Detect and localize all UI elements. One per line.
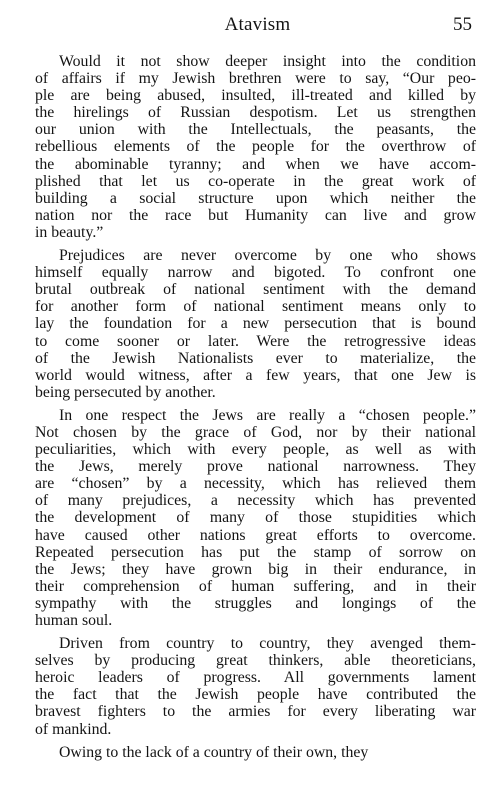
text-line: of many prejudices, a necessity which has prevented — [35, 492, 476, 510]
paragraph — [35, 247, 476, 401]
text-line: selves by producing great thinkers, able theoreticians, — [35, 652, 476, 670]
text-line: world would witness, after a few years, that one Jew is — [35, 366, 476, 384]
text-line: bravest fighters to the armies for every liberating war — [35, 703, 476, 721]
text-line: rebellious elements of the people for the overthrow of — [35, 138, 476, 156]
text-line: Repeated persecution has put the stamp of sorrow on — [35, 543, 476, 561]
text-line: the Jews, merely prove national narrowness. They — [35, 458, 476, 476]
text-line: ple are being abused, insulted, ill-treated and killed by — [35, 87, 476, 105]
paragraph — [35, 53, 476, 241]
text-line: in beauty.” — [35, 223, 104, 241]
text-line: our union with the Intellectuals, the peasants, the — [35, 121, 476, 139]
running-header — [35, 14, 480, 38]
text-line: Driven from country to country, they avenged them- — [59, 635, 476, 653]
text-line: brutal outbreak of national sentiment with the demand — [35, 281, 476, 299]
text-line: their comprehension of human suffering, and in their — [35, 577, 476, 595]
text-line: heroic leaders of progress. All governments lament — [35, 669, 476, 687]
text-line: being persecuted by another. — [35, 383, 216, 401]
text-line: Prejudices are never overcome by one who shows — [59, 247, 476, 265]
text-line: to come sooner or later. Were the retrogressive ideas — [35, 332, 476, 350]
text-line: plished that let us co-operate in the great work of — [35, 172, 476, 190]
paragraph — [35, 744, 476, 761]
text-line: Would it not show deeper insight into the condition — [59, 53, 476, 70]
text-line: sympathy with the struggles and longings of the — [35, 594, 476, 612]
text-line: of affairs if my Jewish brethren were to say, “Our peo- — [35, 70, 476, 88]
paragraph — [35, 407, 476, 629]
paragraph — [35, 635, 476, 738]
text-line: In one respect the Jews are really a “chosen people.” — [59, 406, 476, 424]
body-text — [35, 53, 476, 767]
page-number: 55 — [453, 14, 472, 35]
text-line: the abominable tyranny; and when we have accom- — [35, 155, 476, 173]
text-line: are “chosen” by a necessity, which has relieved them — [35, 475, 476, 493]
text-line: of mankind. — [35, 720, 112, 738]
text-line: Not chosen by the grace of God, nor by their national — [35, 423, 476, 441]
text-line: nation nor the race but Humanity can live and grow — [35, 206, 476, 224]
chapter-title: Atavism — [224, 14, 291, 35]
text-line: the hirelings of Russian despotism. Let us strengthen — [35, 104, 476, 122]
text-line: of the Jewish Nationalists ever to materialize, the — [35, 349, 476, 367]
text-line: for another form of national sentiment means only to — [35, 298, 476, 316]
text-line: the development of many of those stupidities which — [35, 509, 476, 527]
text-line: lay the foundation for a new persecution that is bound — [35, 315, 476, 333]
text-line: building a social structure upon which neither the — [35, 189, 476, 207]
text-line: Owing to the lack of a country of their own, they — [59, 743, 369, 761]
text-line: human soul. — [35, 612, 113, 629]
text-line: the fact that the Jewish people have contributed the — [35, 686, 476, 704]
text-line: peculiarities, which with every people, as well as with — [35, 441, 476, 459]
text-line: himself equally narrow and bigoted. To confront one — [35, 264, 476, 282]
text-line: have caused other nations great efforts to overcome. — [35, 526, 476, 544]
text-line: the Jews; they have grown big in their endurance, in — [35, 560, 476, 578]
